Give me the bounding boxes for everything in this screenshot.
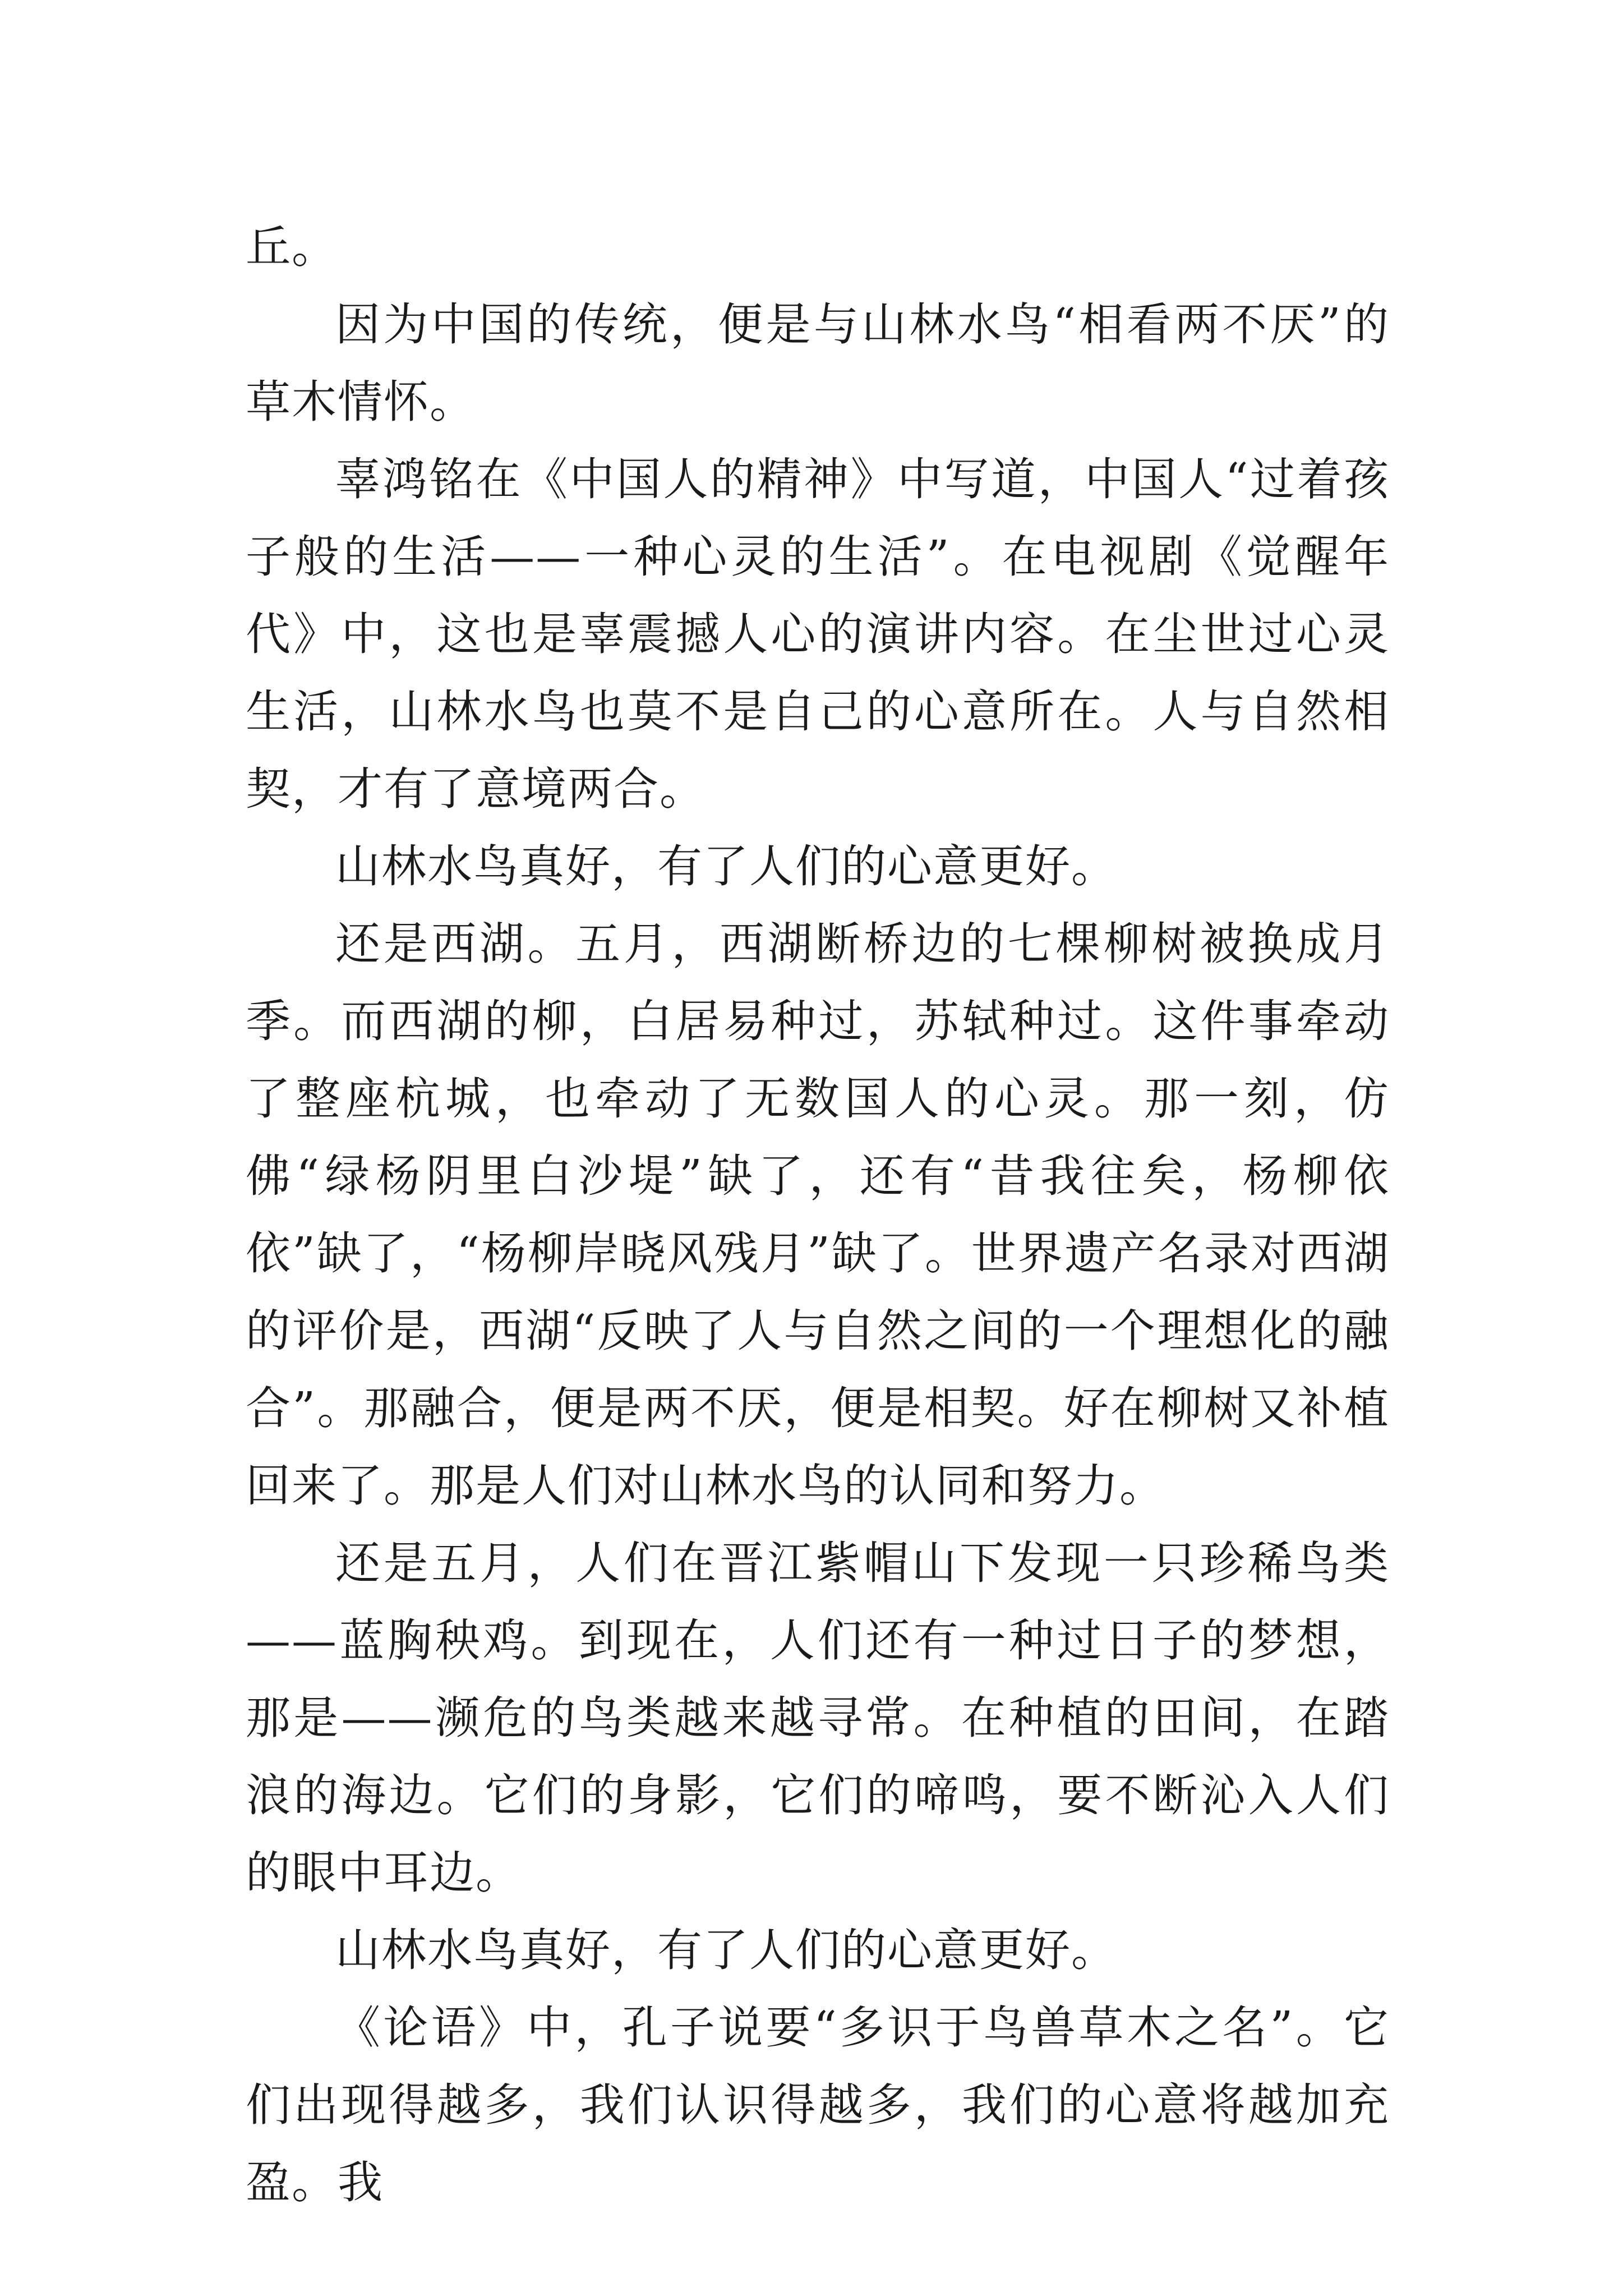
paragraph: 因为中国的传统，便是与山林水鸟“相看两不厌”的草木情怀。 bbox=[246, 298, 1390, 428]
paragraph: 《论语》中，孔子说要“多识于鸟兽草木之名”。它们出现得越多，我们认识得越多，我们的心意将越加充盈。我 bbox=[246, 2001, 1390, 2208]
paragraph: 还是西湖。五月，西湖断桥边的七棵柳树被换成月季。而西湖的柳，白居易种过，苏轼种过。这件事牵动了整座杭城，也牵动了无数国人的心灵。那一刻，仿佛“绿杨阴里白沙堤”缺了，还有“昔我往矣，杨柳依依”缺了，“杨柳岸晓风残月”缺了。世界遗产名录对西湖的评价是，西湖“反映了人与自然之间的一个理想化的融合”。那融合，便是两不厌，便是相契。好在柳树又补植回来了。那是人们对山林水鸟的认同和努力。 bbox=[246, 918, 1390, 1512]
paragraph: 山林水鸟真好，有了人们的心意更好。 bbox=[335, 1924, 1117, 1976]
paragraph-continuation: 丘。 bbox=[246, 221, 338, 273]
article-body bbox=[246, 209, 1390, 2221]
paragraph: 辜鸿铭在《中国人的精神》中写道，中国人“过着孩子般的生活——一种心灵的生活”。在电视剧《觉醒年代》中，这也是辜震撼人心的演讲内容。在尘世过心灵生活，山林水鸟也莫不是自己的心意所在。人与自然相契，才有了意境两合。 bbox=[246, 453, 1390, 815]
paragraph: 还是五月，人们在晋江紫帽山下发现一只珍稀鸟类——蓝胸秧鸡。到现在，人们还有一种过日子的梦想，那是——濒危的鸟类越来越寻常。在种植的田间，在踏浪的海边。它们的身影，它们的啼鸣，要不断沁入人们的眼中耳边。 bbox=[246, 1537, 1390, 1899]
paragraph: 山林水鸟真好，有了人们的心意更好。 bbox=[335, 840, 1117, 892]
